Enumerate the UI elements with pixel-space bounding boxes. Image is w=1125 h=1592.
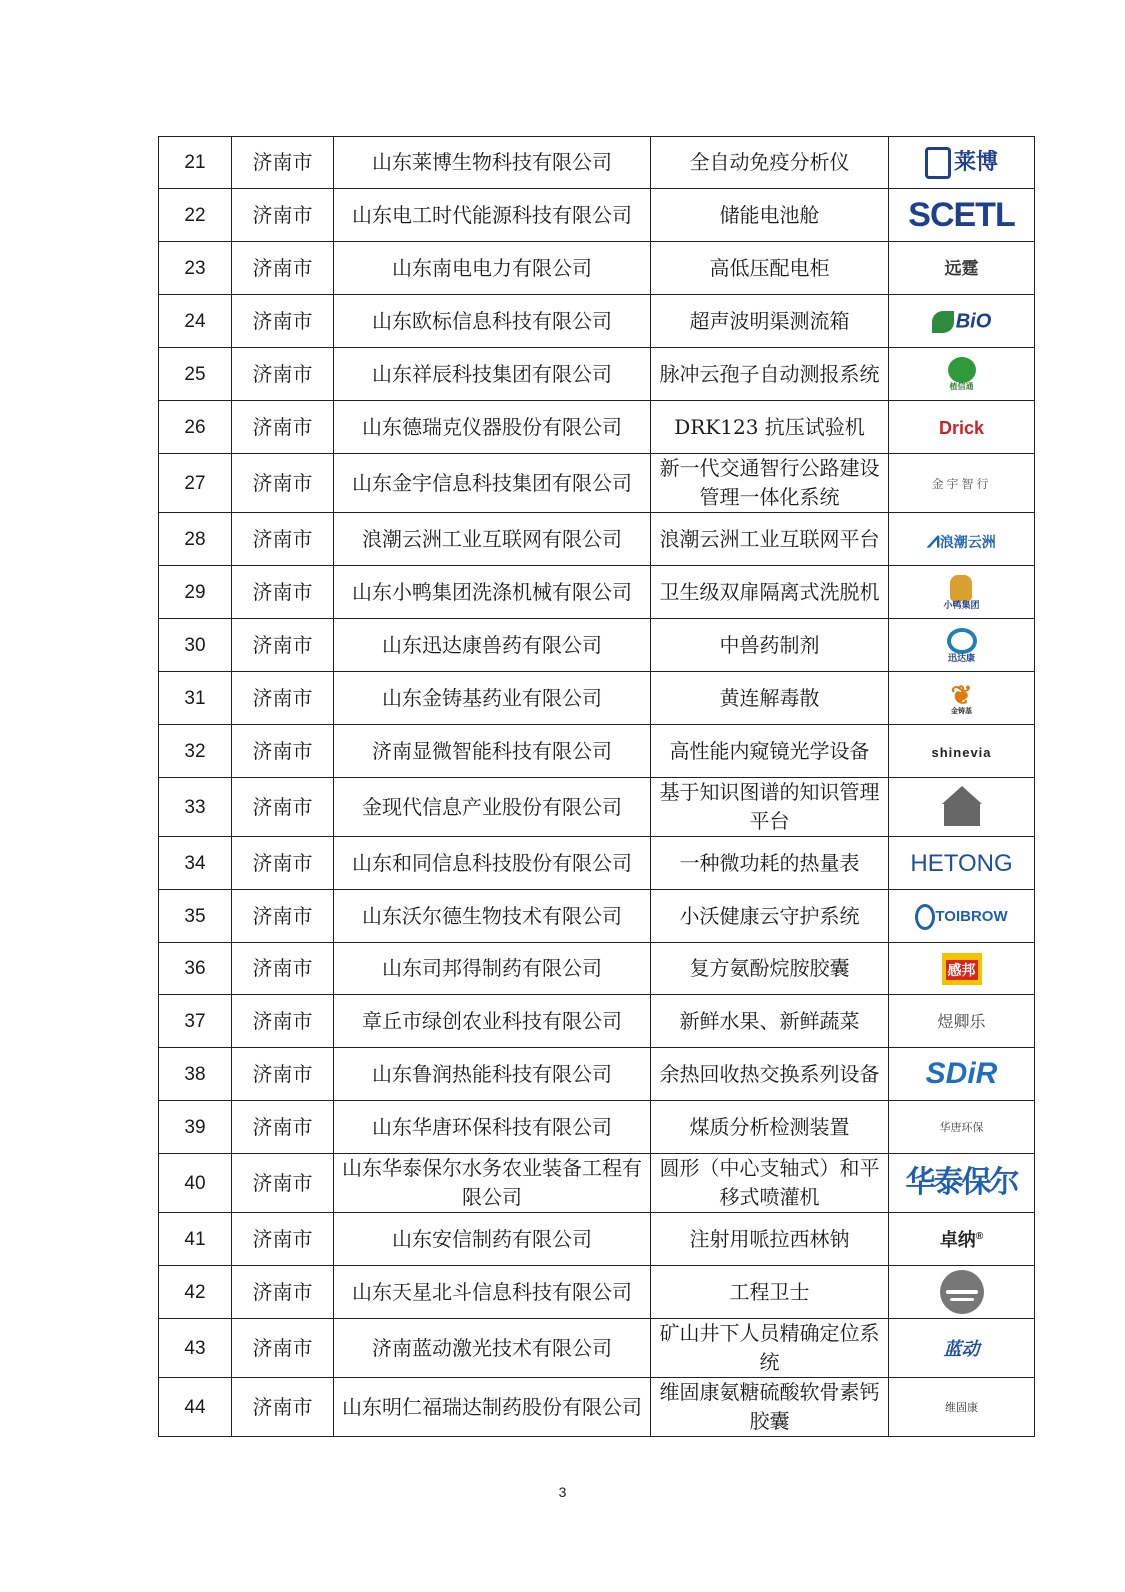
logo-cell [889, 1319, 1035, 1378]
row-number: 29 [159, 566, 232, 619]
table-row [159, 513, 1035, 566]
logo-text: 感邦 [947, 961, 976, 978]
company-name-cell: 山东鲁润热能科技有限公司 [334, 1048, 651, 1101]
city-cell: 济南市 [232, 778, 334, 837]
xiaoya-logo [943, 575, 979, 610]
city-cell: 济南市 [232, 943, 334, 995]
product-name-cell: 中兽药制剂 [651, 619, 889, 672]
company-name-cell: 山东祥辰科技集团有限公司 [334, 348, 651, 401]
row-number: 27 [159, 454, 232, 513]
company-name-cell: 章丘市绿创农业科技有限公司 [334, 995, 651, 1048]
product-name-cell: 维固康氨糖硫酸软骨素钙胶囊 [651, 1378, 889, 1437]
row-number: 39 [159, 1101, 232, 1154]
table-row [159, 672, 1035, 725]
product-name-cell: DRK123 抗压试验机 [651, 401, 889, 454]
logo-cell [889, 454, 1035, 513]
product-name-cell: 超声波明渠测流箱 [651, 295, 889, 348]
row-number: 40 [159, 1154, 232, 1213]
logo-text: BiO [955, 310, 992, 333]
company-name-cell: 山东天星北斗信息科技有限公司 [334, 1266, 651, 1319]
logo-cell [889, 1378, 1035, 1437]
logo-cell [889, 1101, 1035, 1154]
row-number: 30 [159, 619, 232, 672]
logo-cell [889, 566, 1035, 619]
row-number: 23 [159, 242, 232, 295]
table-row [159, 1266, 1035, 1319]
city-cell: 济南市 [232, 619, 334, 672]
table-row [159, 995, 1035, 1048]
city-cell: 济南市 [232, 1319, 334, 1378]
table-row [159, 1213, 1035, 1266]
company-name-cell: 山东南电电力有限公司 [334, 242, 651, 295]
table-row [159, 566, 1035, 619]
table-row [159, 348, 1035, 401]
row-number: 38 [159, 1048, 232, 1101]
row-number: 32 [159, 725, 232, 778]
logo-text: HETONG [910, 850, 1013, 877]
row-number: 43 [159, 1319, 232, 1378]
inspur-yunzhou-logo: ⩘浪潮云洲 [927, 527, 996, 552]
city-cell: 济南市 [232, 295, 334, 348]
logo-cell [889, 137, 1035, 189]
table-row [159, 137, 1035, 189]
company-name-cell: 济南蓝动激光技术有限公司 [334, 1319, 651, 1378]
row-number: 44 [159, 1378, 232, 1437]
product-name-cell: 全自动免疫分析仪 [651, 137, 889, 189]
logo-text: 华泰保尔 [905, 1166, 1018, 1200]
logo-text: 蓝动 [943, 1339, 980, 1359]
company-name-cell: 山东安信制药有限公司 [334, 1213, 651, 1266]
bio-logo [932, 311, 992, 333]
table-row [159, 619, 1035, 672]
jinzhuji-logo: ❦ 金铸基 [950, 679, 973, 715]
city-cell: 济南市 [232, 725, 334, 778]
city-cell: 济南市 [232, 242, 334, 295]
logo-cell [889, 725, 1035, 778]
company-name-cell: 山东欧标信息科技有限公司 [334, 295, 651, 348]
row-number: 25 [159, 348, 232, 401]
logo-text: 维固康 [945, 1401, 978, 1414]
table-row [159, 1154, 1035, 1213]
table-row [159, 454, 1035, 513]
row-number: 31 [159, 672, 232, 725]
laibo-logo [925, 147, 998, 179]
row-number: 41 [159, 1213, 232, 1266]
logo-text: shinevia [931, 744, 992, 760]
city-cell: 济南市 [232, 837, 334, 890]
company-name-cell: 浪潮云洲工业互联网有限公司 [334, 513, 651, 566]
row-number: 36 [159, 943, 232, 995]
table-row [159, 189, 1035, 242]
row-number: 42 [159, 1266, 232, 1319]
product-name-cell: 余热回收热交换系列设备 [651, 1048, 889, 1101]
row-number: 26 [159, 401, 232, 454]
company-name-cell: 山东金宇信息科技集团有限公司 [334, 454, 651, 513]
company-name-cell: 山东沃尔德生物技术有限公司 [334, 890, 651, 943]
product-name-cell: 脉冲云孢子自动测报系统 [651, 348, 889, 401]
table-row [159, 943, 1035, 995]
table-row [159, 1048, 1035, 1101]
enterprise-product-table [158, 136, 1035, 1437]
logo-cell [889, 242, 1035, 295]
jinxiandai-logo [939, 786, 985, 828]
product-name-cell: 基于知识图谱的知识管理平台 [651, 778, 889, 837]
logo-cell [889, 401, 1035, 454]
table-row [159, 295, 1035, 348]
logo-cell [889, 513, 1035, 566]
table-row [159, 1319, 1035, 1378]
company-name-cell: 山东莱博生物科技有限公司 [334, 137, 651, 189]
table-row [159, 242, 1035, 295]
logo-text: 迅达康 [947, 652, 975, 663]
logo-text: 煜卿乐 [937, 1012, 986, 1031]
logo-cell [889, 1154, 1035, 1213]
company-name-cell: 山东华泰保尔水务农业装备工程有限公司 [334, 1154, 651, 1213]
product-name-cell: 注射用哌拉西林钠 [651, 1213, 889, 1266]
logo-cell [889, 837, 1035, 890]
product-name-cell: 浪潮云洲工业互联网平台 [651, 513, 889, 566]
logo-cell [889, 890, 1035, 943]
xundakang-logo [947, 628, 977, 663]
product-name-cell: 新一代交通智行公路建设管理一体化系统 [651, 454, 889, 513]
table-row [159, 401, 1035, 454]
logo-text: SDiR [925, 1057, 998, 1091]
row-number: 33 [159, 778, 232, 837]
table-row [159, 1101, 1035, 1154]
company-name-cell: 山东金铸基药业有限公司 [334, 672, 651, 725]
zhuona-logo: 卓纳® [939, 1230, 984, 1250]
company-name-cell: 山东华唐环保科技有限公司 [334, 1101, 651, 1154]
company-name-cell: 金现代信息产业股份有限公司 [334, 778, 651, 837]
city-cell: 济南市 [232, 995, 334, 1048]
logo-text: 卓纳 [939, 1230, 976, 1250]
logo-cell [889, 295, 1035, 348]
logo-text: SCETL [908, 196, 1015, 234]
product-name-cell: 一种微功耗的热量表 [651, 837, 889, 890]
logo-text: Drick [938, 418, 985, 438]
company-name-cell: 济南显微智能科技有限公司 [334, 725, 651, 778]
logo-text: 远霆 [944, 258, 979, 279]
logo-cell [889, 1048, 1035, 1101]
logo-text: 浪潮云洲 [939, 534, 996, 550]
city-cell: 济南市 [232, 513, 334, 566]
logo-cell [889, 1266, 1035, 1319]
product-name-cell: 工程卫士 [651, 1266, 889, 1319]
product-name-cell: 黄连解毒散 [651, 672, 889, 725]
row-number: 34 [159, 837, 232, 890]
logo-cell [889, 672, 1035, 725]
city-cell: 济南市 [232, 401, 334, 454]
city-cell: 济南市 [232, 454, 334, 513]
city-cell: 济南市 [232, 890, 334, 943]
city-cell: 济南市 [232, 189, 334, 242]
row-number: 22 [159, 189, 232, 242]
table-row [159, 890, 1035, 943]
logo-cell [889, 619, 1035, 672]
page-number: 3 [558, 1484, 567, 1500]
product-name-cell: 煤质分析检测装置 [651, 1101, 889, 1154]
product-name-cell: 高低压配电柜 [651, 242, 889, 295]
product-name-cell: 卫生级双扉隔离式洗脱机 [651, 566, 889, 619]
logo-cell [889, 943, 1035, 995]
logo-text: 金宇智行 [931, 477, 992, 491]
logo-text: 莱博 [953, 148, 998, 174]
company-name-cell: 山东和同信息科技股份有限公司 [334, 837, 651, 890]
row-number: 35 [159, 890, 232, 943]
company-name-cell: 山东明仁福瑞达制药股份有限公司 [334, 1378, 651, 1437]
product-name-cell: 小沃健康云守护系统 [651, 890, 889, 943]
logo-text: 植信通 [949, 382, 974, 391]
product-name-cell: 新鲜水果、新鲜蔬菜 [651, 995, 889, 1048]
logo-cell [889, 1213, 1035, 1266]
city-cell: 济南市 [232, 137, 334, 189]
company-name-cell: 山东司邦得制药有限公司 [334, 943, 651, 995]
ganbang-logo [942, 953, 982, 985]
row-number: 21 [159, 137, 232, 189]
product-name-cell: 圆形（中心支轴式）和平移式喷灌机 [651, 1154, 889, 1213]
city-cell: 济南市 [232, 348, 334, 401]
product-name-cell: 复方氨酚烷胺胶囊 [651, 943, 889, 995]
row-number: 37 [159, 995, 232, 1048]
company-name-cell: 山东小鸭集团洗涤机械有限公司 [334, 566, 651, 619]
row-number: 24 [159, 295, 232, 348]
company-name-cell: 山东电工时代能源科技有限公司 [334, 189, 651, 242]
logo-text: 金铸基 [950, 707, 972, 715]
row-number: 28 [159, 513, 232, 566]
company-name-cell: 山东德瑞克仪器股份有限公司 [334, 401, 651, 454]
logo-cell [889, 189, 1035, 242]
logo-cell [889, 995, 1035, 1048]
city-cell: 济南市 [232, 1101, 334, 1154]
city-cell: 济南市 [232, 1154, 334, 1213]
city-cell: 济南市 [232, 1048, 334, 1101]
logo-cell [889, 778, 1035, 837]
zhixintong-logo [948, 357, 976, 391]
product-name-cell: 储能电池舱 [651, 189, 889, 242]
table-row [159, 1378, 1035, 1437]
product-name-cell: 矿山井下人员精确定位系统 [651, 1319, 889, 1378]
logo-cell [889, 348, 1035, 401]
table-row [159, 725, 1035, 778]
table-row [159, 837, 1035, 890]
tianxing-logo [940, 1270, 984, 1314]
city-cell: 济南市 [232, 1213, 334, 1266]
company-name-cell: 山东迅达康兽药有限公司 [334, 619, 651, 672]
logo-text: 小鸭集团 [943, 599, 980, 610]
logo-text: 华唐环保 [939, 1121, 984, 1134]
city-cell: 济南市 [232, 672, 334, 725]
city-cell: 济南市 [232, 566, 334, 619]
toibrow-logo [915, 904, 1007, 930]
table-row [159, 778, 1035, 837]
logo-text: TOIBROW [935, 907, 1008, 925]
city-cell: 济南市 [232, 1378, 334, 1437]
city-cell: 济南市 [232, 1266, 334, 1319]
product-name-cell: 高性能内窥镜光学设备 [651, 725, 889, 778]
